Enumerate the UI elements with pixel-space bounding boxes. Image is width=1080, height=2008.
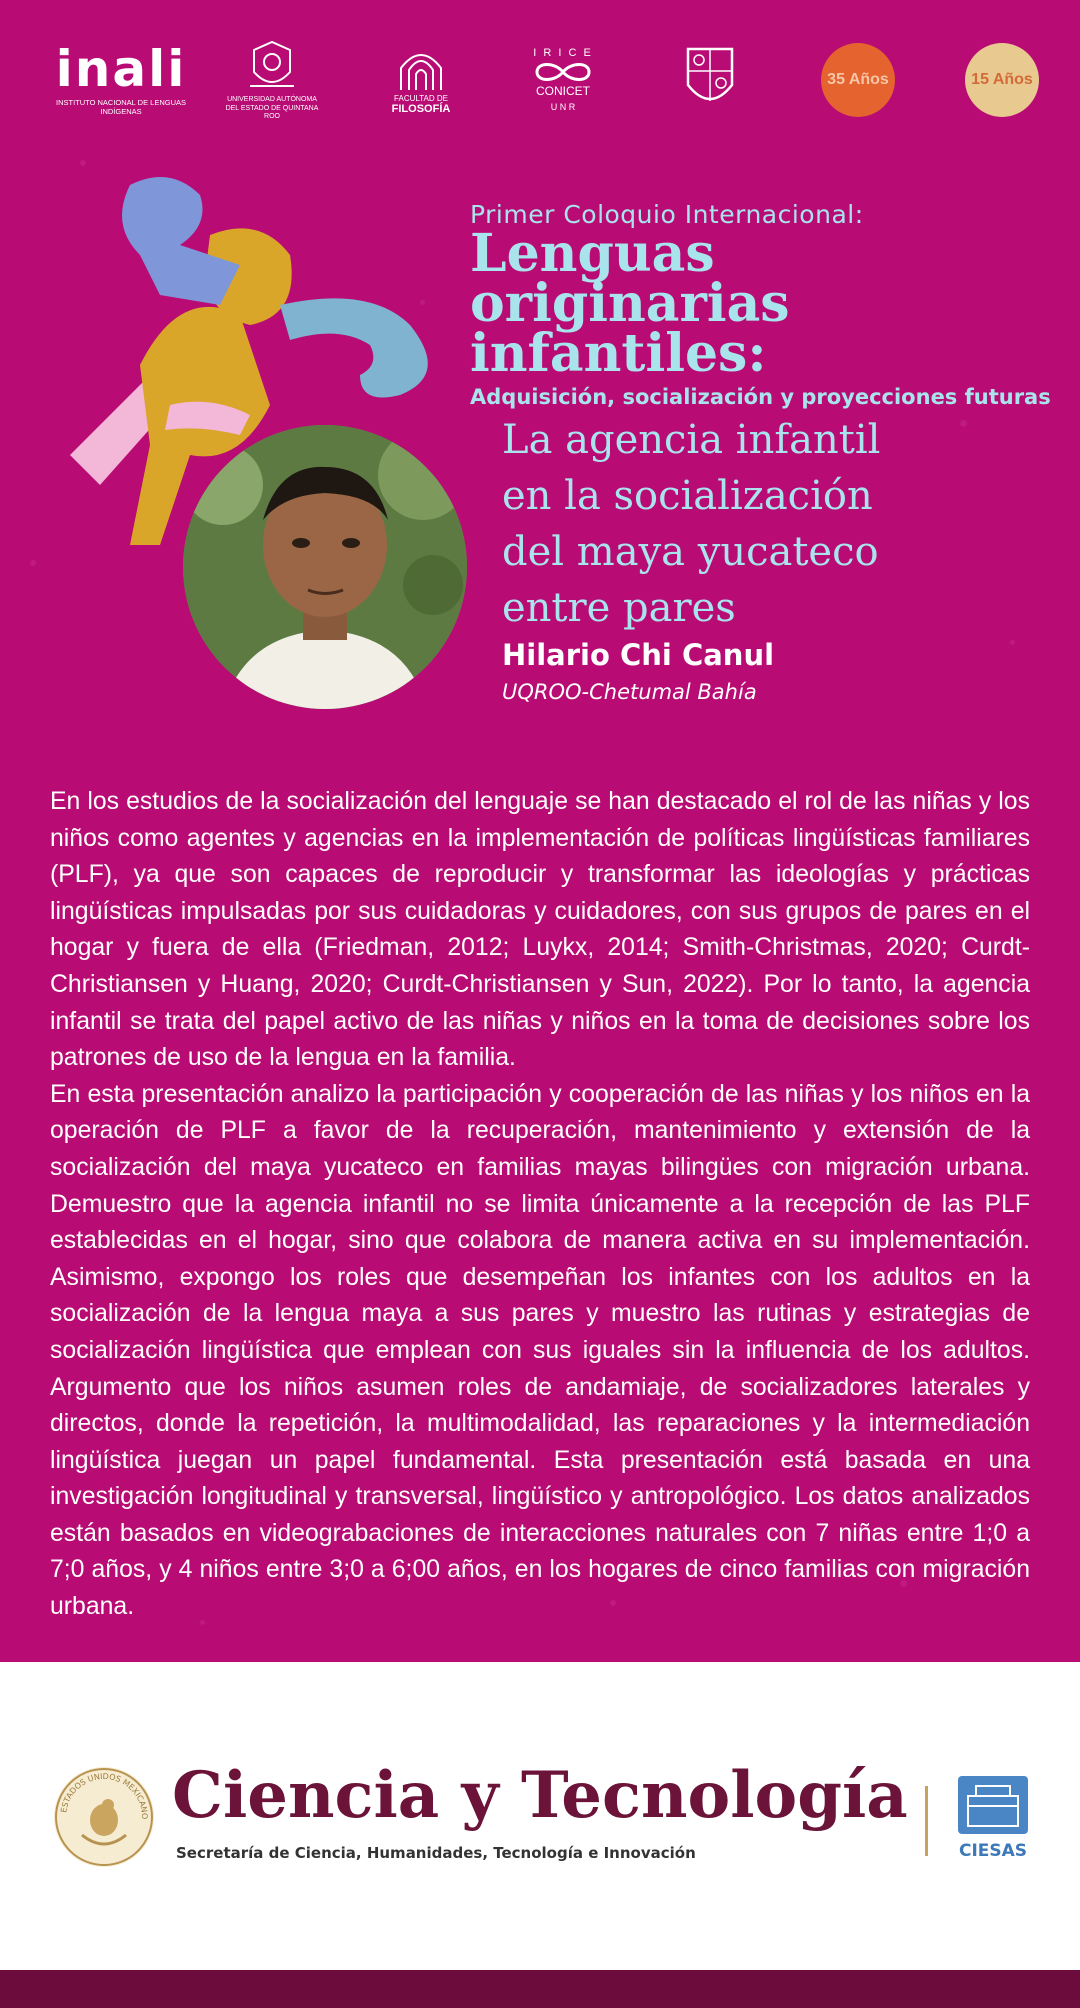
subtitle: Adquisición, socialización y proyecciones futuras	[470, 385, 1051, 409]
badge-15: 15 Años	[965, 43, 1039, 117]
filosofia-top: FACULTAD DE	[394, 93, 448, 103]
footer-divider	[925, 1786, 928, 1856]
shield-icon	[682, 43, 738, 117]
ciencia-tecnologia-brand: Ciencia y Tecnología	[172, 1758, 908, 1833]
ciesas-label: CIESAS	[958, 1841, 1028, 1861]
inali-caption: INSTITUTO NACIONAL DE LENGUAS INDÍGENAS	[55, 98, 187, 116]
uqroo-logo	[222, 30, 322, 130]
figure-speech-scroll	[280, 298, 428, 397]
ciesas-building-icon	[958, 1776, 1028, 1834]
inali-wordmark: inali	[55, 40, 187, 98]
badge-35: 35 Años	[821, 43, 895, 117]
bottom-bar	[0, 1970, 1080, 2008]
abstract-paragraph-1: En los estudios de la socialización del lenguaje se han destacado el rol de las niñas y los niños como agentes y agencias en la implementación de políticas lingüísticas familiares (PLF), ya que son capaces de reproducir y transformar las ideologías y prácticas lingüísticas impulsadas por sus cuidadoras y cuidadores, con sus grupos de pares en el hogar y fuera de ella (Friedman, 2012; Luykx, 2014; Smith-Christmas, 2020; Curdt-Christiansen y Huang, 2020; Curdt-Christiansen y Sun, 2022). Por lo tanto, la agencia infantil se trata del papel activo de las niñas y niños en la toma de decisiones sobre los patrones de uso de la lengua en la familia.	[50, 788, 1030, 1072]
pre-title: Primer Coloquio Internacional:	[470, 200, 864, 229]
secretaria-caption: Secretaría de Ciencia, Humanidades, Tecnología e Innovación	[176, 1844, 696, 1862]
talk-title-line2: en la socialización	[502, 473, 873, 519]
mexico-seal-logo	[52, 1765, 156, 1874]
infinity-icon	[527, 60, 599, 84]
talk-title-line3: del maya yucateco	[502, 529, 879, 575]
talk-title	[502, 412, 942, 636]
talk-title-line4: entre pares	[502, 585, 736, 631]
uqroo-crest-icon	[244, 38, 300, 96]
ciesas-logo	[958, 1776, 1028, 1860]
seal-text: ESTADOS UNIDOS MEXICANO	[59, 1771, 150, 1820]
abstract-text	[50, 784, 1030, 1626]
irice-logo	[518, 30, 608, 130]
inali-logo	[36, 30, 206, 130]
filosofia-arch-icon	[393, 44, 449, 94]
mexico-seal-icon	[52, 1765, 156, 1869]
filosofia-logo	[376, 30, 466, 130]
abstract-paragraph-2: En esta presentación analizo la participación y cooperación de las niñas y los niños en la operación de PLF a favor de la recuperación, mantenimiento y extensión de la socialización del maya yucateco en familias mayas bilingües con migración urbana. Demuestro que la agencia infantil no se limita únicamente a la recepción de las PLF establecidas en el hogar, sino que colabora de manera activa en su implementación. Asimismo, expongo los roles que desempeñan los infantes con los adultos en la socialización de la lengua maya a sus pares y muestro las rutinas y estrategias de socialización lingüística que emplean con sus iguales sin la influencia de los adultos. Argumento que los niños asumen roles de andamiaje, de socializadores laterales y directos, donde la repetición, la multimodalidad, las reparaciones y la intermediación lingüística juegan un papel fundamental. Esta presentación está basada en una investigación longitudinal y transversal, lingüístico y antropológico. Los datos analizados están basados en videograbaciones de interacciones naturales con 7 niñas entre 1;0 a 7;0 años, y 4 niños entre 3;0 a 6;00 años, en los hogares de cinco familias con migración urbana.	[50, 1080, 1030, 1621]
colloquium-title-block	[470, 200, 1070, 409]
anniversary-35-badge	[818, 30, 898, 130]
speaker-affiliation: UQROO-Chetumal Bahía	[502, 680, 757, 704]
irice-bottom: U N R	[550, 102, 576, 113]
anniversary-15-badge	[962, 30, 1042, 130]
title-line2: originarias infantiles:	[470, 273, 790, 384]
speaker-name: Hilario Chi Canul	[502, 638, 775, 672]
title-line1: Lenguas	[470, 223, 715, 284]
irice-mid: CONICET	[536, 84, 590, 98]
filosofia-bottom: FILOSOFÍA	[391, 103, 451, 116]
university-shield-logo	[672, 30, 748, 130]
uqroo-caption: UNIVERSIDAD AUTÓNOMA DEL ESTADO DE QUINTANA ROO	[225, 96, 319, 121]
speaker-photo	[183, 425, 467, 709]
talk-title-line1: La agencia infantil	[502, 417, 881, 463]
logos-row	[0, 30, 1080, 130]
irice-top: I R I C E	[533, 46, 593, 59]
